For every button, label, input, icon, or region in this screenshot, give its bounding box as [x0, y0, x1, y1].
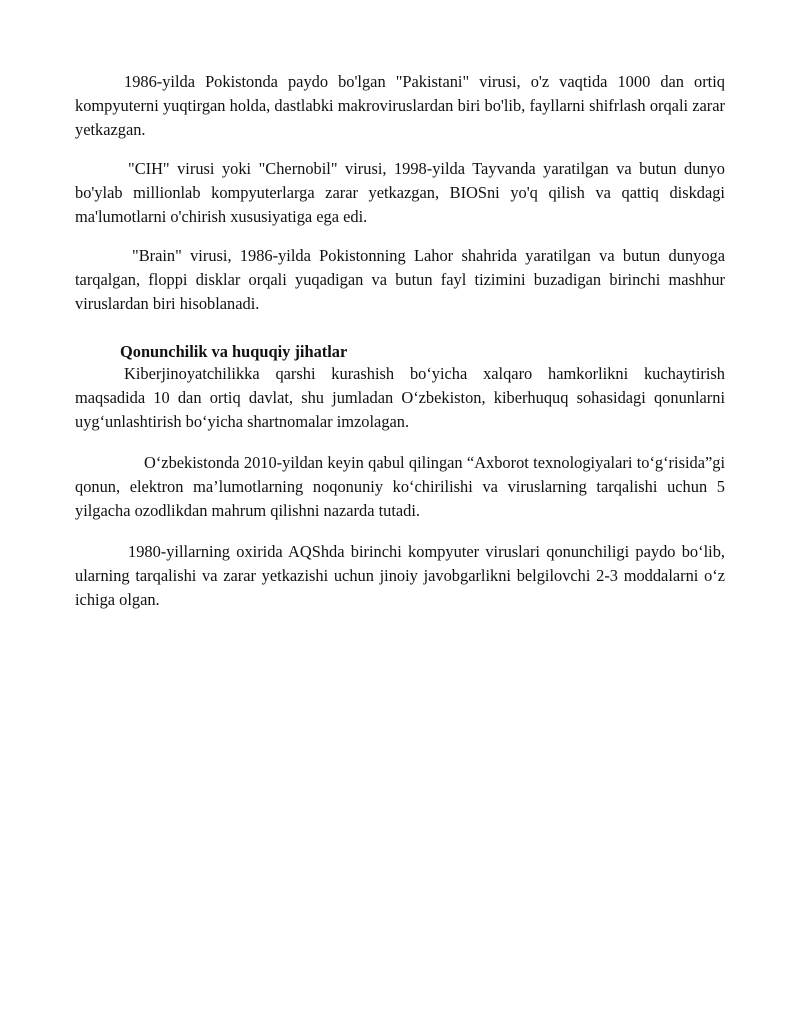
- paragraph-uzbekistan-law: O‘zbekistonda 2010-yildan keyin qabul qilingan “Axborot texnologiyalari to‘g‘risida”gi qonun, elektron ma’lumotlarning noqonuniy ko‘chirilishi va viruslarning tarqalishi uchun 5 yilgacha ozodlikdan mahrum qilishni nazarda tutadi.: [75, 453, 725, 520]
- section-heading: Qonunchilik va huquqiy jihatlar: [120, 342, 348, 361]
- paragraph-pakistani-virus: 1986-yilda Pokistonda paydo bo'lgan "Pakistani" virusi, o'z vaqtida 1000 dan ortiq kompyuterni yuqtirgan holda, dastlabki makroviruslardan biri bo'lib, fayllarni shifrlash orqali zarar yetkazgan.: [75, 72, 725, 139]
- paragraph-brain-virus: "Brain" virusi, 1986-yilda Pokistonning Lahor shahrida yaratilgan va butun dunyoga tarqalgan, floppi disklar orqali yuqadigan va butun fayl tizimini buzadigan birinchi mashhur viruslardan biri hisoblanadi.: [75, 246, 725, 313]
- document-body: [75, 70, 725, 612]
- paragraph-cih-virus: "CIH" virusi yoki "Chernobil" virusi, 1998-yilda Tayvanda yaratilgan va butun dunyo bo'ylab millionlab kompyuterlarga zarar yetkazgan, BIOSni yo'q qilish va qattiq diskdagi ma'lumotlarni o'chirish xususiyatiga ega edi.: [75, 159, 725, 226]
- paragraph-international-cooperation: Kiberjinoyatchilikka qarshi kurashish bo‘yicha xalqaro hamkorlikni kuchaytirish maqsadida 10 dan ortiq davlat, shu jumladan O‘zbekiston, kiberhuquq sohasidagi qonunlarni uyg‘unlashtirish bo‘yicha shartnomalar imzolagan.: [75, 364, 725, 431]
- paragraph-usa-legislation: 1980-yillarning oxirida AQShda birinchi kompyuter viruslari qonunchiligi paydo bo‘lib, ularning tarqalishi va zarar yetkazishi uchun jinoiy javobgarlikni belgilovchi 2-3 moddalarni o‘z ichiga olgan.: [75, 542, 725, 609]
